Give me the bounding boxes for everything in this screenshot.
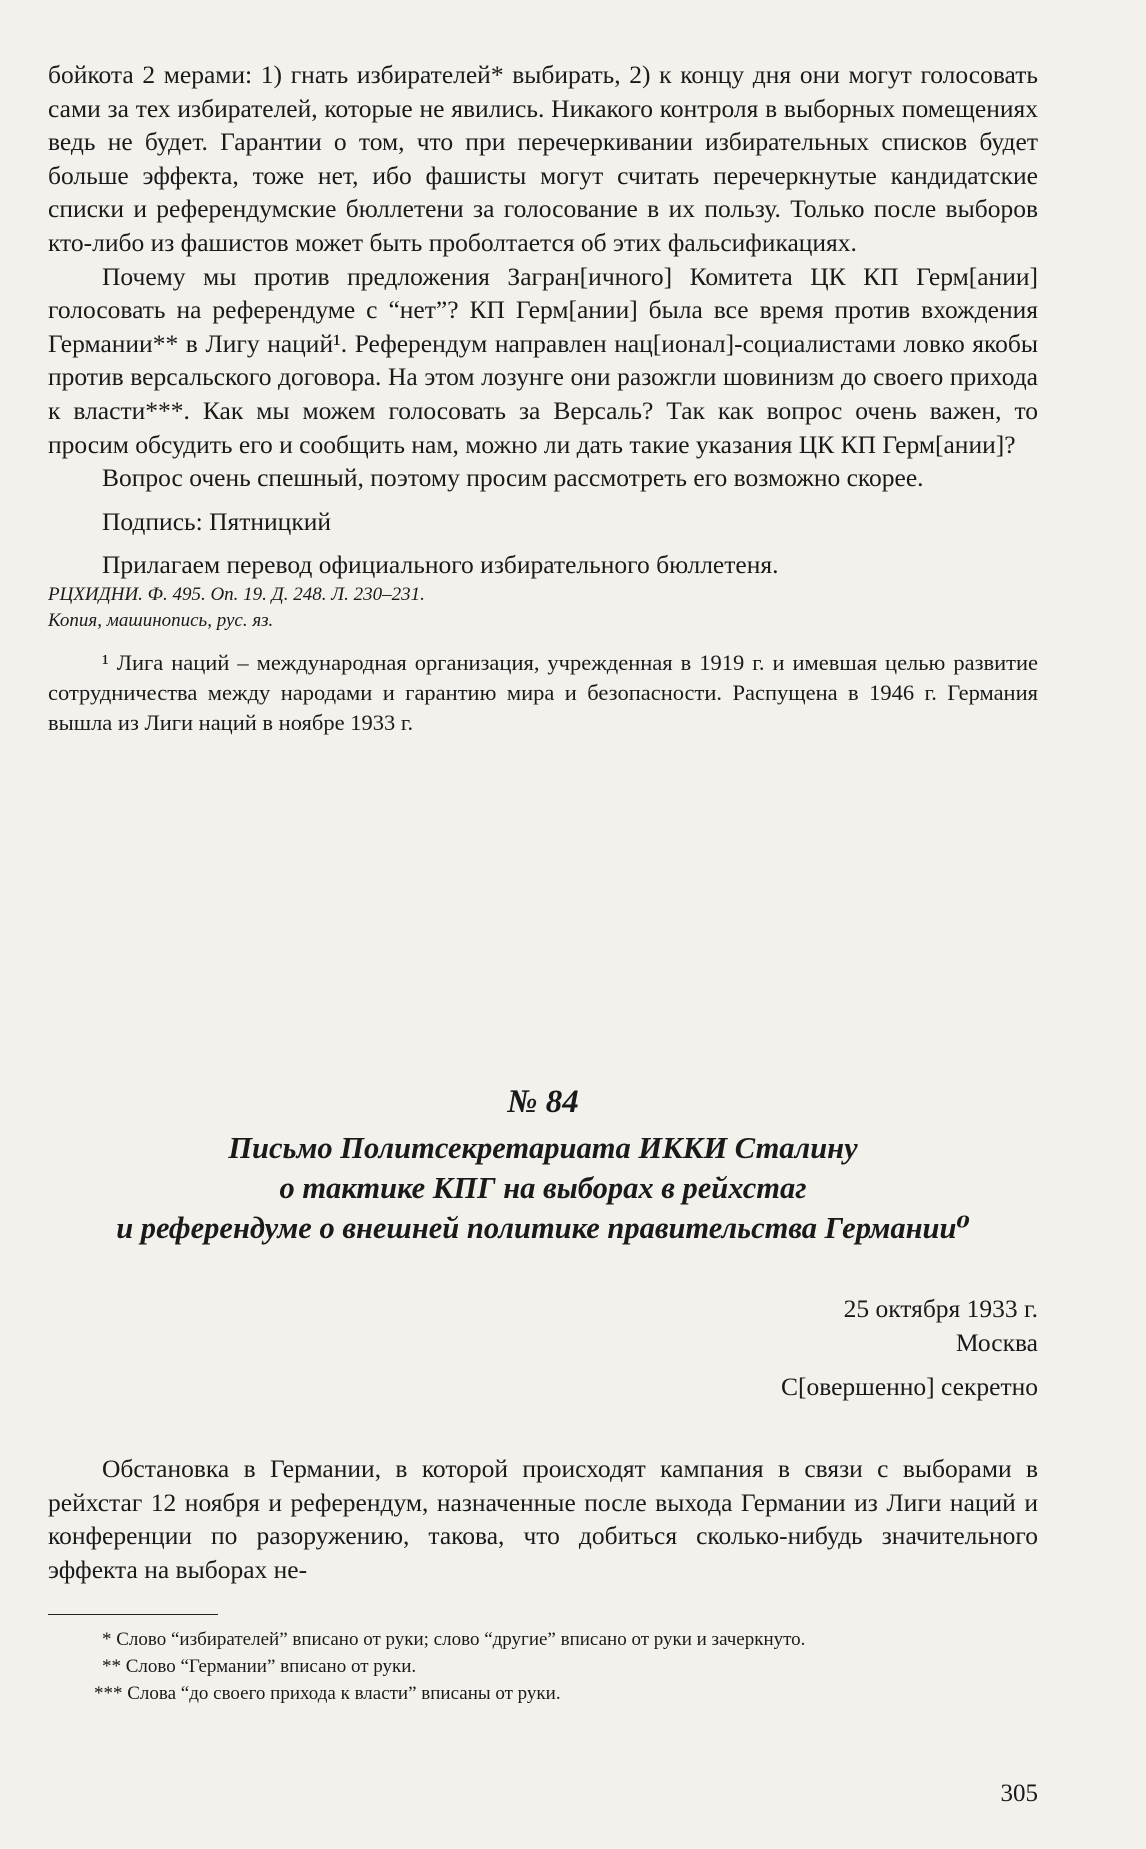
document-title-line-1: Письмо Политсекретариата ИККИ Сталину <box>228 1131 858 1165</box>
paragraph-referendum-question: Почему мы против предложения Загран[ичного] Комитета ЦК КП Герм[ании] голосовать на референдуме с “нет”? КП Герм[ании] была все время против вхождения Германии** в Лигу наций¹. Референдум направлен нац[ионал]-социалистами ловко якобы против версальского договора. На этом лозунге они разожгли шовинизм до своего прихода к власти***. Как мы можем голосовать за Версаль? Так как вопрос очень важен, то просим обсудить его и сообщить нам, можно ли дать такие указания ЦК КП Герм[ании]? <box>48 261 1038 459</box>
footnote-league-of-nations: ¹ Лига наций – международная организация, учрежденная в 1919 г. и имевшая целью развитие сотрудничества между народами и гарантию мира и безопасности. Распущена в 1946 г. Германия вышла из Лиги наций в ноябре 1933 г. <box>48 649 1038 735</box>
page-number: 305 <box>1000 1780 1038 1807</box>
footnote-divider <box>48 1614 218 1615</box>
paragraph-situation-germany: Обстановка в Германии, в которой происходят кампания в связи с выборами в рейхстаг 12 ноября и референдум, назначенные после выхода Германии из Лиги наций и конференции по разоружению, такова, что добиться сколько-нибудь значительного эффекта на выборах не- <box>48 1454 1038 1584</box>
document-title-line-2: о тактике КПГ на выборах в рейхстаг <box>279 1171 807 1205</box>
document-heading <box>48 1082 1038 1248</box>
body-text-block <box>48 1452 1038 1586</box>
copy-note: Копия, машинопись, рус. яз. <box>48 609 274 631</box>
footnote-star-2: ** Слово “Германии” вписано от руки. <box>102 1656 417 1677</box>
paragraph-continuation: бойкота 2 мерами: 1) гнать избирателей* выбирать, 2) к концу дня они могут голосовать сами за тех избирателей, которые не явились. Никакого контроля в выборных помещениях ведь не будет. Гарантии о том, что при перечеркивании избирательных списков будет больше эффекта, тоже нет, ибо фашисты могут считать перечеркнутые кандидатские списки и референдумские бюллетени за голосование в их пользу. Только после выборов кто-либо из фашистов может быть проболтается об этих фальсификациях. <box>48 60 1038 257</box>
document-title-line-3: и референдуме о внешней политике правительства Германии⁰ <box>116 1211 970 1245</box>
archive-reference: РЦХИДНИ. Ф. 495. Оп. 19. Д. 248. Л. 230–231. <box>48 583 425 605</box>
attachment-note: Прилагаем перевод официального избирательного бюллетеня. <box>102 550 779 580</box>
document-number: № 84 <box>507 1084 579 1120</box>
footnote-star-1: * Слово “избирателей” вписано от руки; слово “другие” вписано от руки и зачеркнуто. <box>102 1629 806 1650</box>
top-text-block <box>48 58 1038 738</box>
document-date: 25 октября 1933 г. <box>843 1294 1038 1323</box>
secrecy-stamp: С[овершенно] секретно <box>780 1372 1038 1401</box>
signature-line: Подпись: Пятницкий <box>102 506 332 536</box>
document-place: Москва <box>955 1328 1038 1357</box>
paragraph-urgent-request: Вопрос очень спешный, поэтому просим рассмотреть его возможно скорее. <box>102 463 924 493</box>
footnote-star-3: *** Слова “до своего прихода к власти” вписаны от руки. <box>94 1683 561 1704</box>
star-footnotes <box>48 1626 1038 1707</box>
date-place-block <box>48 1292 1038 1404</box>
